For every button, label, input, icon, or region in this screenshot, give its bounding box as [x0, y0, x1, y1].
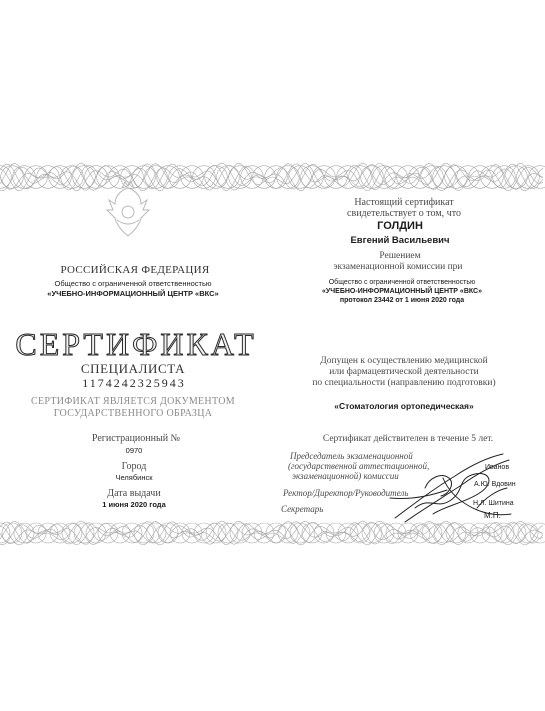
coat-of-arms-emblem: [103, 180, 153, 245]
chair-title-line2: (государственной аттестационной,: [288, 461, 430, 471]
decision-line1: Решением: [379, 251, 421, 261]
secretary-name: Н.Л. Шитина: [473, 500, 514, 507]
admission-line1: Допущен к осуществлению медицинской: [320, 356, 488, 366]
city-label: Город: [121, 461, 147, 472]
handwritten-signature-scribble: [385, 448, 520, 535]
commission-org-line1: Общество с ограниченной ответственностью: [328, 279, 476, 286]
intro-line1: Настоящий сертификат: [354, 197, 454, 208]
rector-name: А.Ю. Вдовин: [474, 481, 516, 488]
stamp-place-mark: М.П.: [484, 511, 501, 520]
certificate-title: СЕРТИФИКАТ: [15, 326, 257, 362]
chair-title-line3: экзаменационной) комиссии: [292, 471, 399, 481]
document-status-line2: ГОСУДАРСТВЕННОГО ОБРАЗЦА: [53, 408, 213, 419]
admission-line2: или фармацевтической деятельности: [329, 367, 479, 377]
issuer-org-line2: «УЧЕБНО-ИНФОРМАЦИОННЫЙ ЦЕНТР «ВКС»: [47, 289, 219, 298]
top-decorative-band: [0, 160, 545, 194]
holder-name: Евгений Васильевич: [350, 235, 450, 246]
intro-line2: свидетельствует о том, что: [347, 208, 461, 219]
issue-date-label: Дата выдачи: [107, 488, 161, 499]
validity-statement: Сертификат действителен в течение 5 лет.: [322, 434, 494, 444]
decision-line2: экзаменационной комиссии при: [333, 262, 463, 272]
country-name: РОССИЙСКАЯ ФЕДЕРАЦИЯ: [60, 264, 210, 276]
specialty-name: «Стоматология ортопедическая»: [334, 401, 474, 411]
certificate-subtitle: СПЕЦИАЛИСТА: [80, 361, 186, 376]
holder-surname: ГОЛДИН: [377, 220, 423, 232]
rector-title: Ректор/Директор/Руководитель: [283, 488, 409, 498]
protocol-line: протокол 23442 от 1 июня 2020 года: [339, 297, 465, 304]
document-status-line1: СЕРТИФИКАТ ЯВЛЯЕТСЯ ДОКУМЕНТОМ: [31, 396, 235, 407]
registration-label: Регистрационный №: [91, 433, 181, 444]
certificate-number: 1174242325943: [82, 376, 186, 390]
admission-line3: по специальности (направлению подготовки): [312, 378, 496, 388]
chair-name: Иванов: [485, 464, 510, 471]
city-value: Челябинск: [115, 473, 153, 482]
issuer-org-line1: Общество с ограниченной ответственностью: [54, 279, 212, 288]
registration-number: 0970: [125, 446, 143, 455]
issue-date-value: 1 июня 2020 года: [102, 500, 166, 509]
chair-title-line1: Председатель экзаменационной: [290, 451, 413, 461]
commission-org-line2: «УЧЕБНО-ИНФОРМАЦИОННЫЙ ЦЕНТР «ВКС»: [322, 288, 482, 295]
secretary-title: Секретарь: [281, 504, 324, 514]
